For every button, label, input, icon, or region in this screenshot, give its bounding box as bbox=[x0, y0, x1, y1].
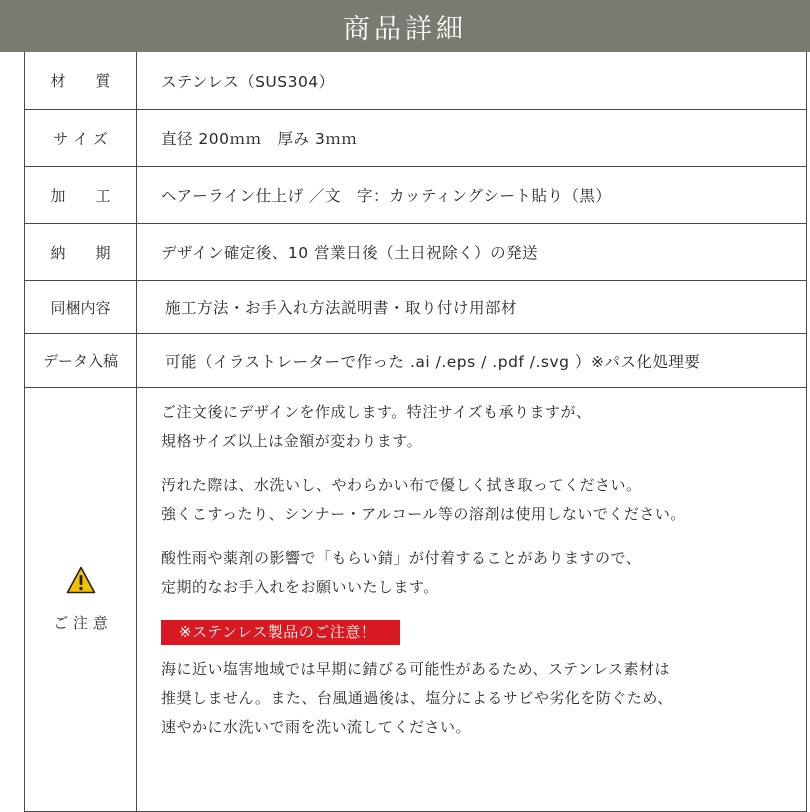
note-line: 定期的なお手入れをお願いいたします。 bbox=[161, 578, 439, 596]
notes-body bbox=[137, 388, 806, 811]
caution-line: 推奨しません。また、台風通過後は、塩分によるサビや劣化を防ぐため、 bbox=[161, 689, 673, 707]
caution-badge: ※ステンレス製品のご注意！ bbox=[161, 620, 400, 645]
page-title: 商品詳細 bbox=[343, 13, 467, 45]
spec-row-material bbox=[25, 52, 806, 109]
note-line: 規格サイズ以上は金額が変わります。 bbox=[161, 432, 423, 450]
note-line: 強くこすったり、シンナー・アルコール等の溶剤は使用しないでください。 bbox=[161, 505, 686, 523]
spec-label: 同梱内容 bbox=[25, 281, 137, 333]
spec-row-contents bbox=[25, 280, 806, 333]
spec-label: データ入稿 bbox=[25, 334, 137, 387]
note-line: 酸性雨や薬剤の影響で「もらい錆」が付着することがありますので、 bbox=[161, 549, 642, 567]
spec-label: サ イ ズ bbox=[25, 110, 137, 166]
spec-label: 材 質 bbox=[25, 52, 137, 109]
spec-value: 可能（イラストレーターで作った .ai /.eps / .pdf /.svg ）※パス化処理要 bbox=[165, 352, 701, 371]
spec-label: 加 工 bbox=[25, 167, 137, 223]
spec-value: デザイン確定後、10 営業日後（土日祝除く）の発送 bbox=[161, 244, 539, 262]
note-paragraph bbox=[161, 398, 806, 456]
spec-value: 施工方法・お手入れ方法説明書・取り付け用部材 bbox=[165, 299, 518, 317]
caution-paragraph bbox=[161, 655, 806, 742]
spec-value: ヘアーライン仕上げ ／文 字：カッティングシート貼り（黒） bbox=[161, 187, 612, 205]
note-paragraph bbox=[161, 544, 806, 602]
caution-line: 海に近い塩害地域では早期に錆びる可能性があるため、ステンレス素材は bbox=[161, 660, 671, 678]
spec-row-processing bbox=[25, 166, 806, 223]
warning-icon bbox=[66, 566, 96, 594]
note-line: ご注文後にデザインを作成します。特注サイズも承りますが、 bbox=[161, 403, 592, 421]
note-paragraph bbox=[161, 471, 806, 529]
notes-label: ご 注 意 bbox=[53, 614, 108, 632]
spec-value: 直径 200ｍｍ 厚み 3ｍｍ bbox=[161, 130, 358, 148]
spec-row-delivery bbox=[25, 223, 806, 280]
caution-line: 速やかに水洗いで雨を洗い流してください。 bbox=[161, 718, 472, 736]
spec-value: ステンレス（SUS304） bbox=[161, 72, 335, 91]
spec-label: 納 期 bbox=[25, 224, 137, 280]
spec-row-size bbox=[25, 109, 806, 166]
spec-table bbox=[24, 52, 807, 812]
spec-row-data-submission bbox=[25, 333, 806, 387]
page-title-bar bbox=[0, 0, 810, 52]
notes-label-cell bbox=[25, 388, 137, 811]
spec-row-notes bbox=[25, 387, 806, 811]
note-line: 汚れた際は、水洗いし、やわらかい布で優しく拭き取ってください。 bbox=[161, 476, 642, 494]
